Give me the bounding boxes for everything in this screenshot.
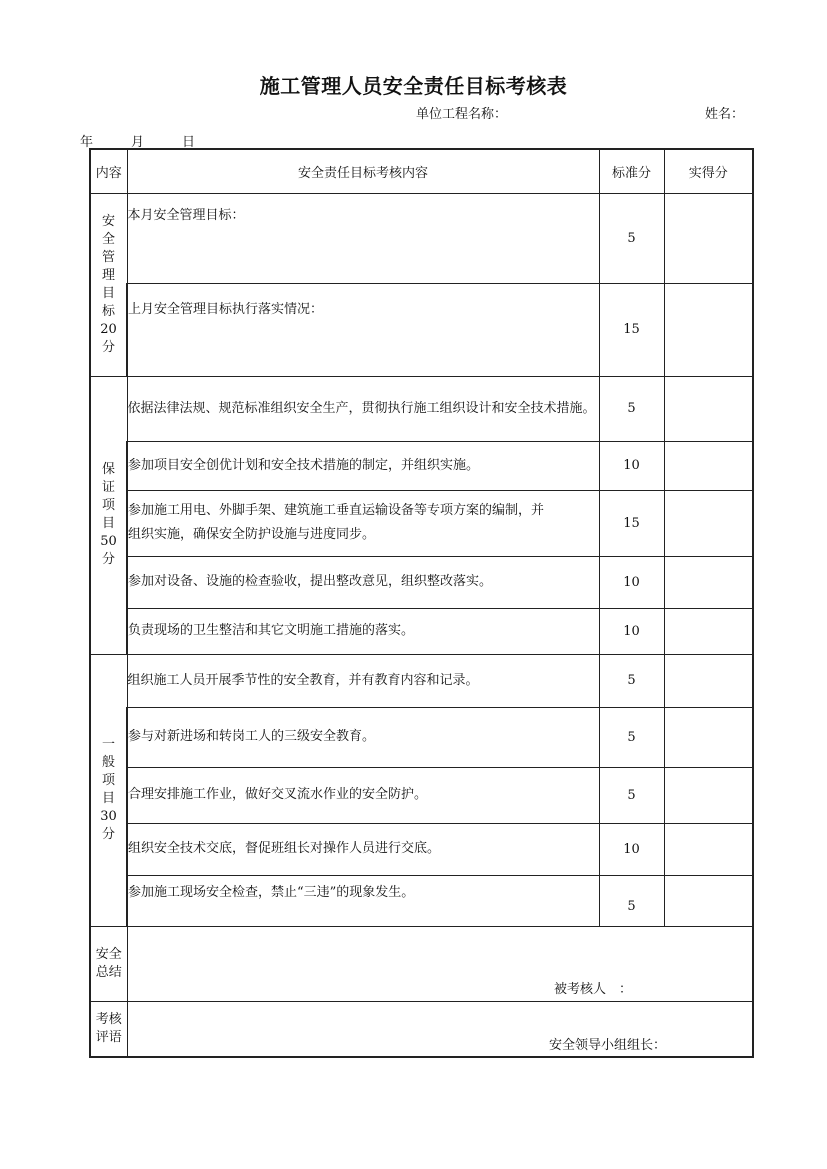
item-content: 参加施工现场安全检查，禁止“三违”的现象发生。 [127, 875, 599, 926]
category-char: 项 [101, 773, 115, 788]
category-char: 全 [101, 231, 115, 247]
page-title: 施工管理人员安全责任目标考核表 [259, 74, 568, 98]
category-char: 目 [101, 516, 115, 531]
column-header-actual-score: 实得分 [664, 149, 753, 193]
item-standard-score: 5 [599, 654, 664, 707]
category-char: 目 [101, 791, 115, 806]
category-char: 项 [101, 498, 115, 513]
table-row [90, 556, 753, 608]
summary-label-line: 总结 [95, 964, 122, 980]
item-content: 参加对设备、设施的检查验收，提出整改意见，组织整改落实。 [127, 556, 599, 608]
review-row [90, 1001, 753, 1057]
review-label-line: 考核 [95, 1011, 122, 1027]
review-label [90, 1001, 127, 1057]
item-standard-score: 5 [599, 376, 664, 441]
item-actual-score[interactable] [664, 193, 753, 283]
item-content: 组织施工人员开展季节性的安全教育，并有教育内容和记录。 [127, 654, 599, 707]
item-actual-score[interactable] [664, 875, 753, 926]
item-actual-score[interactable] [664, 490, 753, 556]
category-safety-management-target [90, 193, 127, 376]
item-actual-score[interactable] [664, 441, 753, 490]
item-standard-score: 5 [599, 707, 664, 767]
item-standard-score: 5 [599, 193, 664, 283]
summary-label [90, 926, 127, 1001]
item-content: 本月安全管理目标： [127, 193, 599, 283]
item-content: 参加施工用电、外脚手架、建筑施工垂直运输设备等专项方案的编制，并组织实施，确保安全防护设施与进度同步。 [127, 490, 599, 556]
category-char: 标 [101, 303, 115, 319]
category-char: 证 [101, 480, 115, 495]
item-content: 依据法律法规、规范标准组织安全生产，贯彻执行施工组织设计和安全技术措施。 [127, 376, 599, 441]
category-char: 目 [101, 285, 115, 301]
category-char: 分 [101, 552, 115, 567]
table-row [90, 875, 753, 926]
review-input-area[interactable] [127, 1001, 753, 1057]
date-year-label: 年 [80, 135, 94, 150]
category-general-items [90, 654, 127, 926]
summary-input-area[interactable] [127, 926, 753, 1001]
item-actual-score[interactable] [664, 283, 753, 376]
category-char: 分 [101, 339, 115, 355]
summary-label-line: 安全 [95, 946, 122, 962]
date-day-label: 日 [182, 135, 196, 150]
item-actual-score[interactable] [664, 767, 753, 823]
item-content: 负责现场的卫生整洁和其它文明施工措施的落实。 [127, 608, 599, 654]
category-char: 50 [100, 534, 117, 549]
item-standard-score: 15 [599, 490, 664, 556]
table-row [90, 441, 753, 490]
project-name-label: 单位工程名称： [416, 107, 508, 122]
table-row [90, 490, 753, 556]
category-char: 分 [101, 827, 115, 842]
item-standard-score: 5 [599, 875, 664, 926]
item-standard-score: 10 [599, 823, 664, 875]
table-header-row [90, 149, 753, 193]
category-guarantee-items [90, 376, 127, 654]
category-char: 安 [101, 213, 115, 229]
assessee-signature-label: 被考核人 ： [553, 981, 632, 997]
item-standard-score: 10 [599, 608, 664, 654]
item-content: 参加项目安全创优计划和安全技术措施的制定，并组织实施。 [127, 441, 599, 490]
category-char: 理 [101, 267, 115, 283]
item-standard-score: 5 [599, 767, 664, 823]
item-actual-score[interactable] [664, 608, 753, 654]
item-content: 上月安全管理目标执行落实情况： [127, 283, 599, 376]
table-row [90, 376, 753, 441]
table-row [90, 823, 753, 875]
table-row [90, 707, 753, 767]
summary-row [90, 926, 753, 1001]
review-label-line: 评语 [95, 1029, 122, 1045]
safety-leader-signature-label: 安全领导小组组长： [548, 1038, 666, 1053]
item-content: 组织安全技术交底，督促班组长对操作人员进行交底。 [127, 823, 599, 875]
column-header-assessment-content: 安全责任目标考核内容 [127, 149, 599, 193]
table-row [90, 767, 753, 823]
table-row [90, 193, 753, 283]
table-row [90, 283, 753, 376]
item-actual-score[interactable] [664, 823, 753, 875]
item-standard-score: 15 [599, 283, 664, 376]
category-char: 管 [101, 249, 115, 265]
item-actual-score[interactable] [664, 707, 753, 767]
item-actual-score[interactable] [664, 654, 753, 707]
item-standard-score: 10 [599, 441, 664, 490]
item-content: 合理安排施工作业，做好交叉流水作业的安全防护。 [127, 767, 599, 823]
table-row [90, 654, 753, 707]
category-char: 20 [100, 321, 117, 337]
item-content: 参与对新进场和转岗工人的三级安全教育。 [127, 707, 599, 767]
category-char: 保 [101, 462, 115, 477]
date-month-label: 月 [131, 135, 145, 150]
table-row [90, 608, 753, 654]
column-header-content-type: 内容 [90, 149, 127, 193]
item-actual-score[interactable] [664, 376, 753, 441]
category-char: 般 [101, 755, 115, 770]
item-actual-score[interactable] [664, 556, 753, 608]
column-header-standard-score: 标准分 [599, 149, 664, 193]
item-standard-score: 10 [599, 556, 664, 608]
name-label: 姓名： [705, 107, 745, 122]
assessment-table [89, 148, 754, 1058]
category-char: 30 [100, 809, 117, 824]
category-char: 一 [101, 737, 115, 752]
